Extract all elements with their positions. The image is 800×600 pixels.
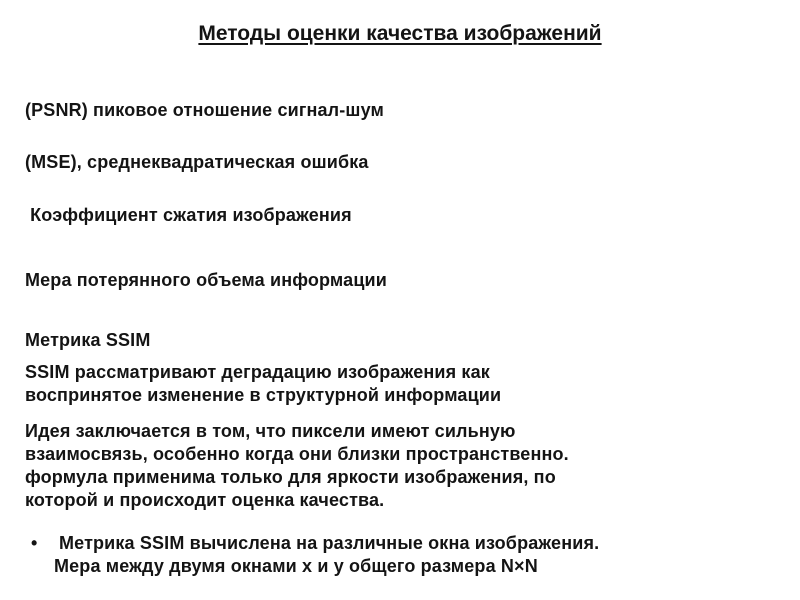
idea-paragraph-line: формула применима только для яркости изображения, по (25, 467, 556, 487)
item-mse: (MSE), среднеквадратическая ошибка (25, 152, 369, 172)
idea-paragraph (25, 420, 765, 512)
item-information-loss: Мера потерянного объема информации (25, 270, 387, 290)
bullet-line: Мера между двумя окнами x и y общего размера N×N (54, 556, 538, 576)
slide-title: Методы оценки качества изображений (198, 22, 602, 45)
item-compression-ratio: Коэффициент сжатия изображения (25, 205, 352, 225)
ssim-description-line: воспринятое изменение в структурной информации (25, 385, 502, 405)
item-psnr: (PSNR) пиковое отношение сигнал-шум (25, 100, 384, 120)
item-ssim-heading: Метрика SSIM (25, 330, 151, 350)
ssim-description (25, 361, 765, 407)
bullet-item-ssim-windows (54, 532, 794, 578)
bullet-marker: • (31, 533, 38, 553)
idea-paragraph-line: Идея заключается в том, что пиксели имеют сильную (25, 421, 516, 441)
ssim-description-line: SSIM рассматривают деградацию изображения как (25, 362, 490, 382)
bullet-line: Метрика SSIM вычислена на различные окна изображения. (59, 533, 600, 553)
idea-paragraph-line: которой и происходит оценка качества. (25, 490, 385, 510)
idea-paragraph-line: взаимосвязь, особенно когда они близки пространственно. (25, 444, 569, 464)
